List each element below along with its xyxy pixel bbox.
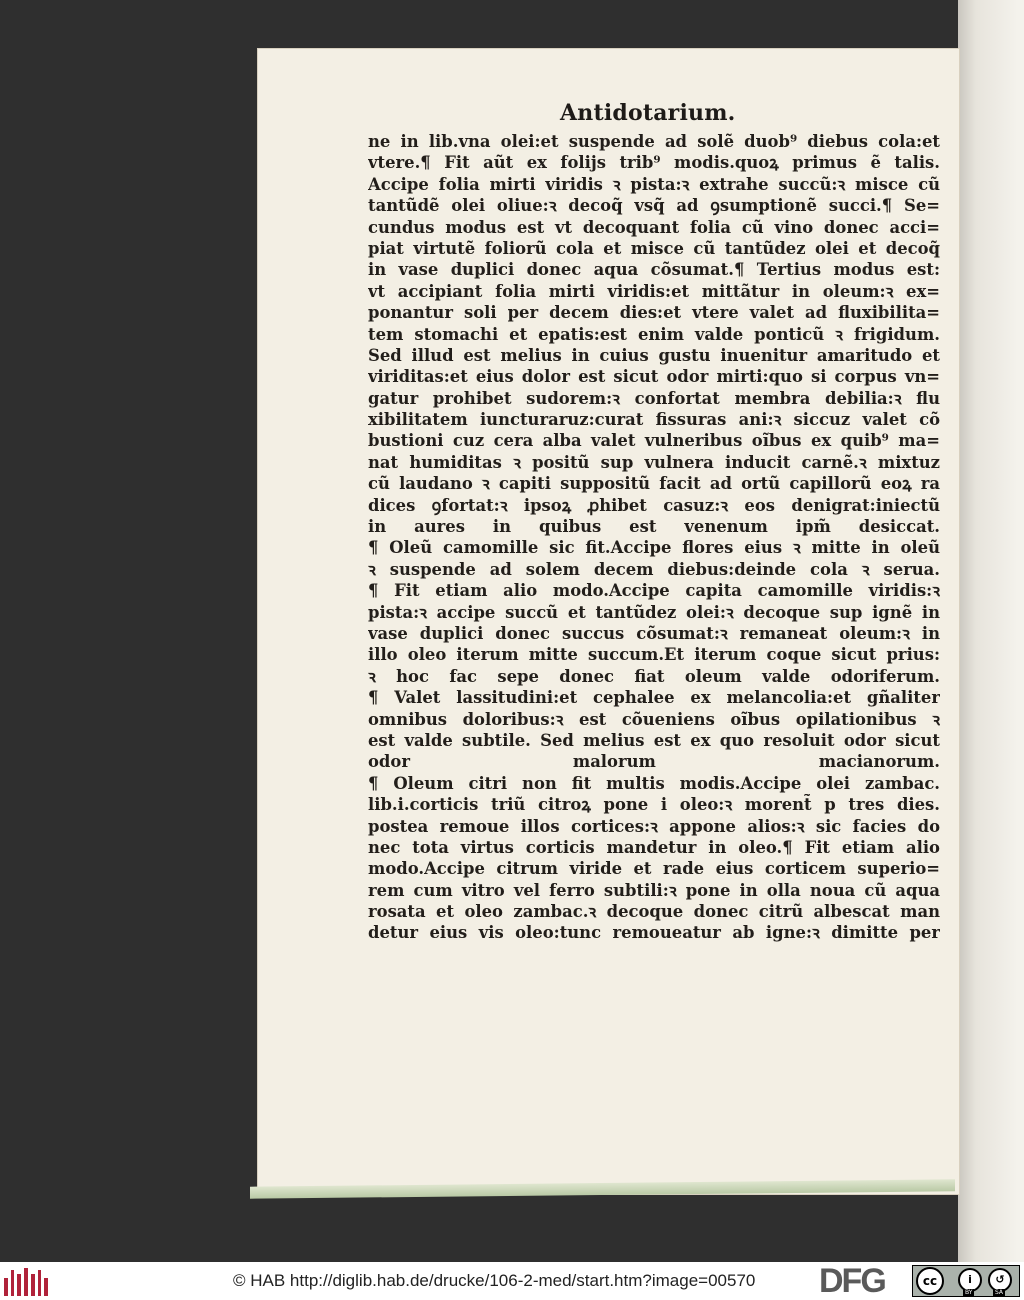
text-line: in aures in quibus est venenum ipm̃ desiccat. (368, 517, 940, 537)
text-line: rosata et oleo zambac.ꝛ decoque donec citrũ albescat man (368, 902, 940, 922)
copyright-link[interactable]: © HAB http://diglib.hab.de/drucke/106-2-med/start.htm?image=00570 (233, 1271, 756, 1290)
text-line: lib.i.corticis triũ citroꝝ pone i oleo:ꝛ morent̃ p tres dies. (368, 795, 940, 815)
text-line: est valde subtile. Sed melius est ex quo resoluit odor sicut (368, 730, 940, 750)
cc-icon: cc (916, 1267, 944, 1295)
text-line: piat virtutẽ foliorũ cola et misce cũ tantũdez olei et decoq̃ (368, 238, 940, 258)
next-page-edge (958, 0, 1024, 1262)
text-line: tem stomachi et epatis:est enim valde ponticũ ꝛ frigidum. (368, 324, 940, 344)
text-line: vase duplici donec succus cõsumat:ꝛ remaneat oleum:ꝛ in (368, 623, 940, 643)
text-line: detur eius vis oleo:tunc remoueatur ab igne:ꝛ dimitte per (368, 923, 940, 943)
text-line: xibilitatem iuncturaruz:curat fissuras ani:ꝛ siccuz valet cõ (368, 410, 940, 430)
cc-license-badge[interactable] (912, 1265, 1020, 1297)
text-line: viriditas:et eius dolor est sicut odor mirti:quo si corpus vn= (368, 367, 940, 387)
text-line: ꝛ suspende ad solem decem diebus:deinde cola ꝛ serua. (368, 559, 940, 579)
text-line: dices ꝯfortat:ꝛ ipsoꝝ ꝓhibet casuz:ꝛ eos denigrat:iniectũ (368, 495, 940, 515)
text-line: cundus modus est vt decoquant folia cũ vino donec acci= (368, 217, 940, 237)
sa-label: SA (995, 1289, 1004, 1296)
text-line: nec tota virtus corticis mandetur in oleo.¶ Fit etiam alio (368, 837, 940, 857)
text-line: bustioni cuz cera alba valet vulneribus oĩbus ex quib⁹ ma= (368, 431, 940, 451)
text-line: pista:ꝛ accipe succũ et tantũdez olei:ꝛ decoque sup ignẽ in (368, 602, 940, 622)
text-line: ¶ Valet lassitudini:et cephalee ex melancolia:et gñaliter (368, 688, 940, 708)
text-line: modo.Accipe citrum viride et rade eius corticem superio= (368, 859, 940, 879)
text-line: postea remoue illos cortices:ꝛ appone alios:ꝛ sic facies do (368, 816, 940, 836)
text-line: gatur prohibet sudorem:ꝛ confortat membra debilia:ꝛ flu (368, 388, 940, 408)
text-line: vtere.¶ Fit aũt ex folijs trib⁹ modis.quoꝝ primus ẽ talis. (368, 153, 940, 173)
text-line: Accipe folia mirti viridis ꝛ pista:ꝛ extrahe succũ:ꝛ misce cũ (368, 174, 940, 194)
text-line: ¶ Oleũ camomille sic fit.Accipe flores eius ꝛ mitte in oleũ (368, 538, 940, 558)
hab-logo-icon[interactable] (4, 1266, 48, 1296)
text-line: ¶ Oleum citri non fit multis modis.Accipe olei zambac. (368, 773, 940, 793)
text-line: ¶ Fit etiam alio modo.Accipe capita camomille viridis:ꝛ (368, 581, 940, 601)
text-line: odor malorum macianorum. (368, 752, 940, 772)
text-line: ponantur soli per decem dies:et vtere valet ad fluxibilita= (368, 303, 940, 323)
sa-icon: ↺ (988, 1268, 1012, 1292)
by-label: BY (965, 1289, 973, 1296)
viewer-footer (0, 1262, 1024, 1300)
text-line: tantũdẽ olei oliue:ꝛ decoq̃ vsq̃ ad ꝯsumptionẽ succi.¶ Se= (368, 196, 940, 216)
page-header: Antidotarium. (560, 100, 736, 126)
text-line: ne in lib.vna olei:et suspende ad solẽ duob⁹ diebus cola:et (368, 132, 940, 151)
page-body-text (368, 131, 940, 944)
text-line: Sed illud est melius in cuius gustu inuenitur amaritudo et (368, 345, 940, 365)
text-line: omnibus doloribus:ꝛ est cõueniens oĩbus opilationibus ꝛ (368, 709, 940, 729)
text-line: nat humiditas ꝛ positũ sup vulnera inducit carnẽ.ꝛ mixtuz (368, 452, 940, 472)
text-line: rem cum vitro vel ferro subtili:ꝛ pone in olla noua cũ aqua (368, 880, 940, 900)
by-icon: i (958, 1268, 982, 1292)
text-line: vt accipiant folia mirti viridis:et mittãtur in oleum:ꝛ ex= (368, 281, 940, 301)
text-line: illo oleo iterum mitte succum.Et iterum coque sicut prius: (368, 645, 940, 665)
text-line: in vase duplici donec aqua cõsumat.¶ Tertius modus est: (368, 260, 940, 280)
text-line: cũ laudano ꝛ capiti suppositũ facit ad ortũ capillorũ eoꝝ ra (368, 474, 940, 494)
text-line: ꝛ hoc fac sepe donec fiat oleum valde odoriferum. (368, 666, 940, 686)
dfg-logo[interactable]: DFG (819, 1262, 885, 1300)
